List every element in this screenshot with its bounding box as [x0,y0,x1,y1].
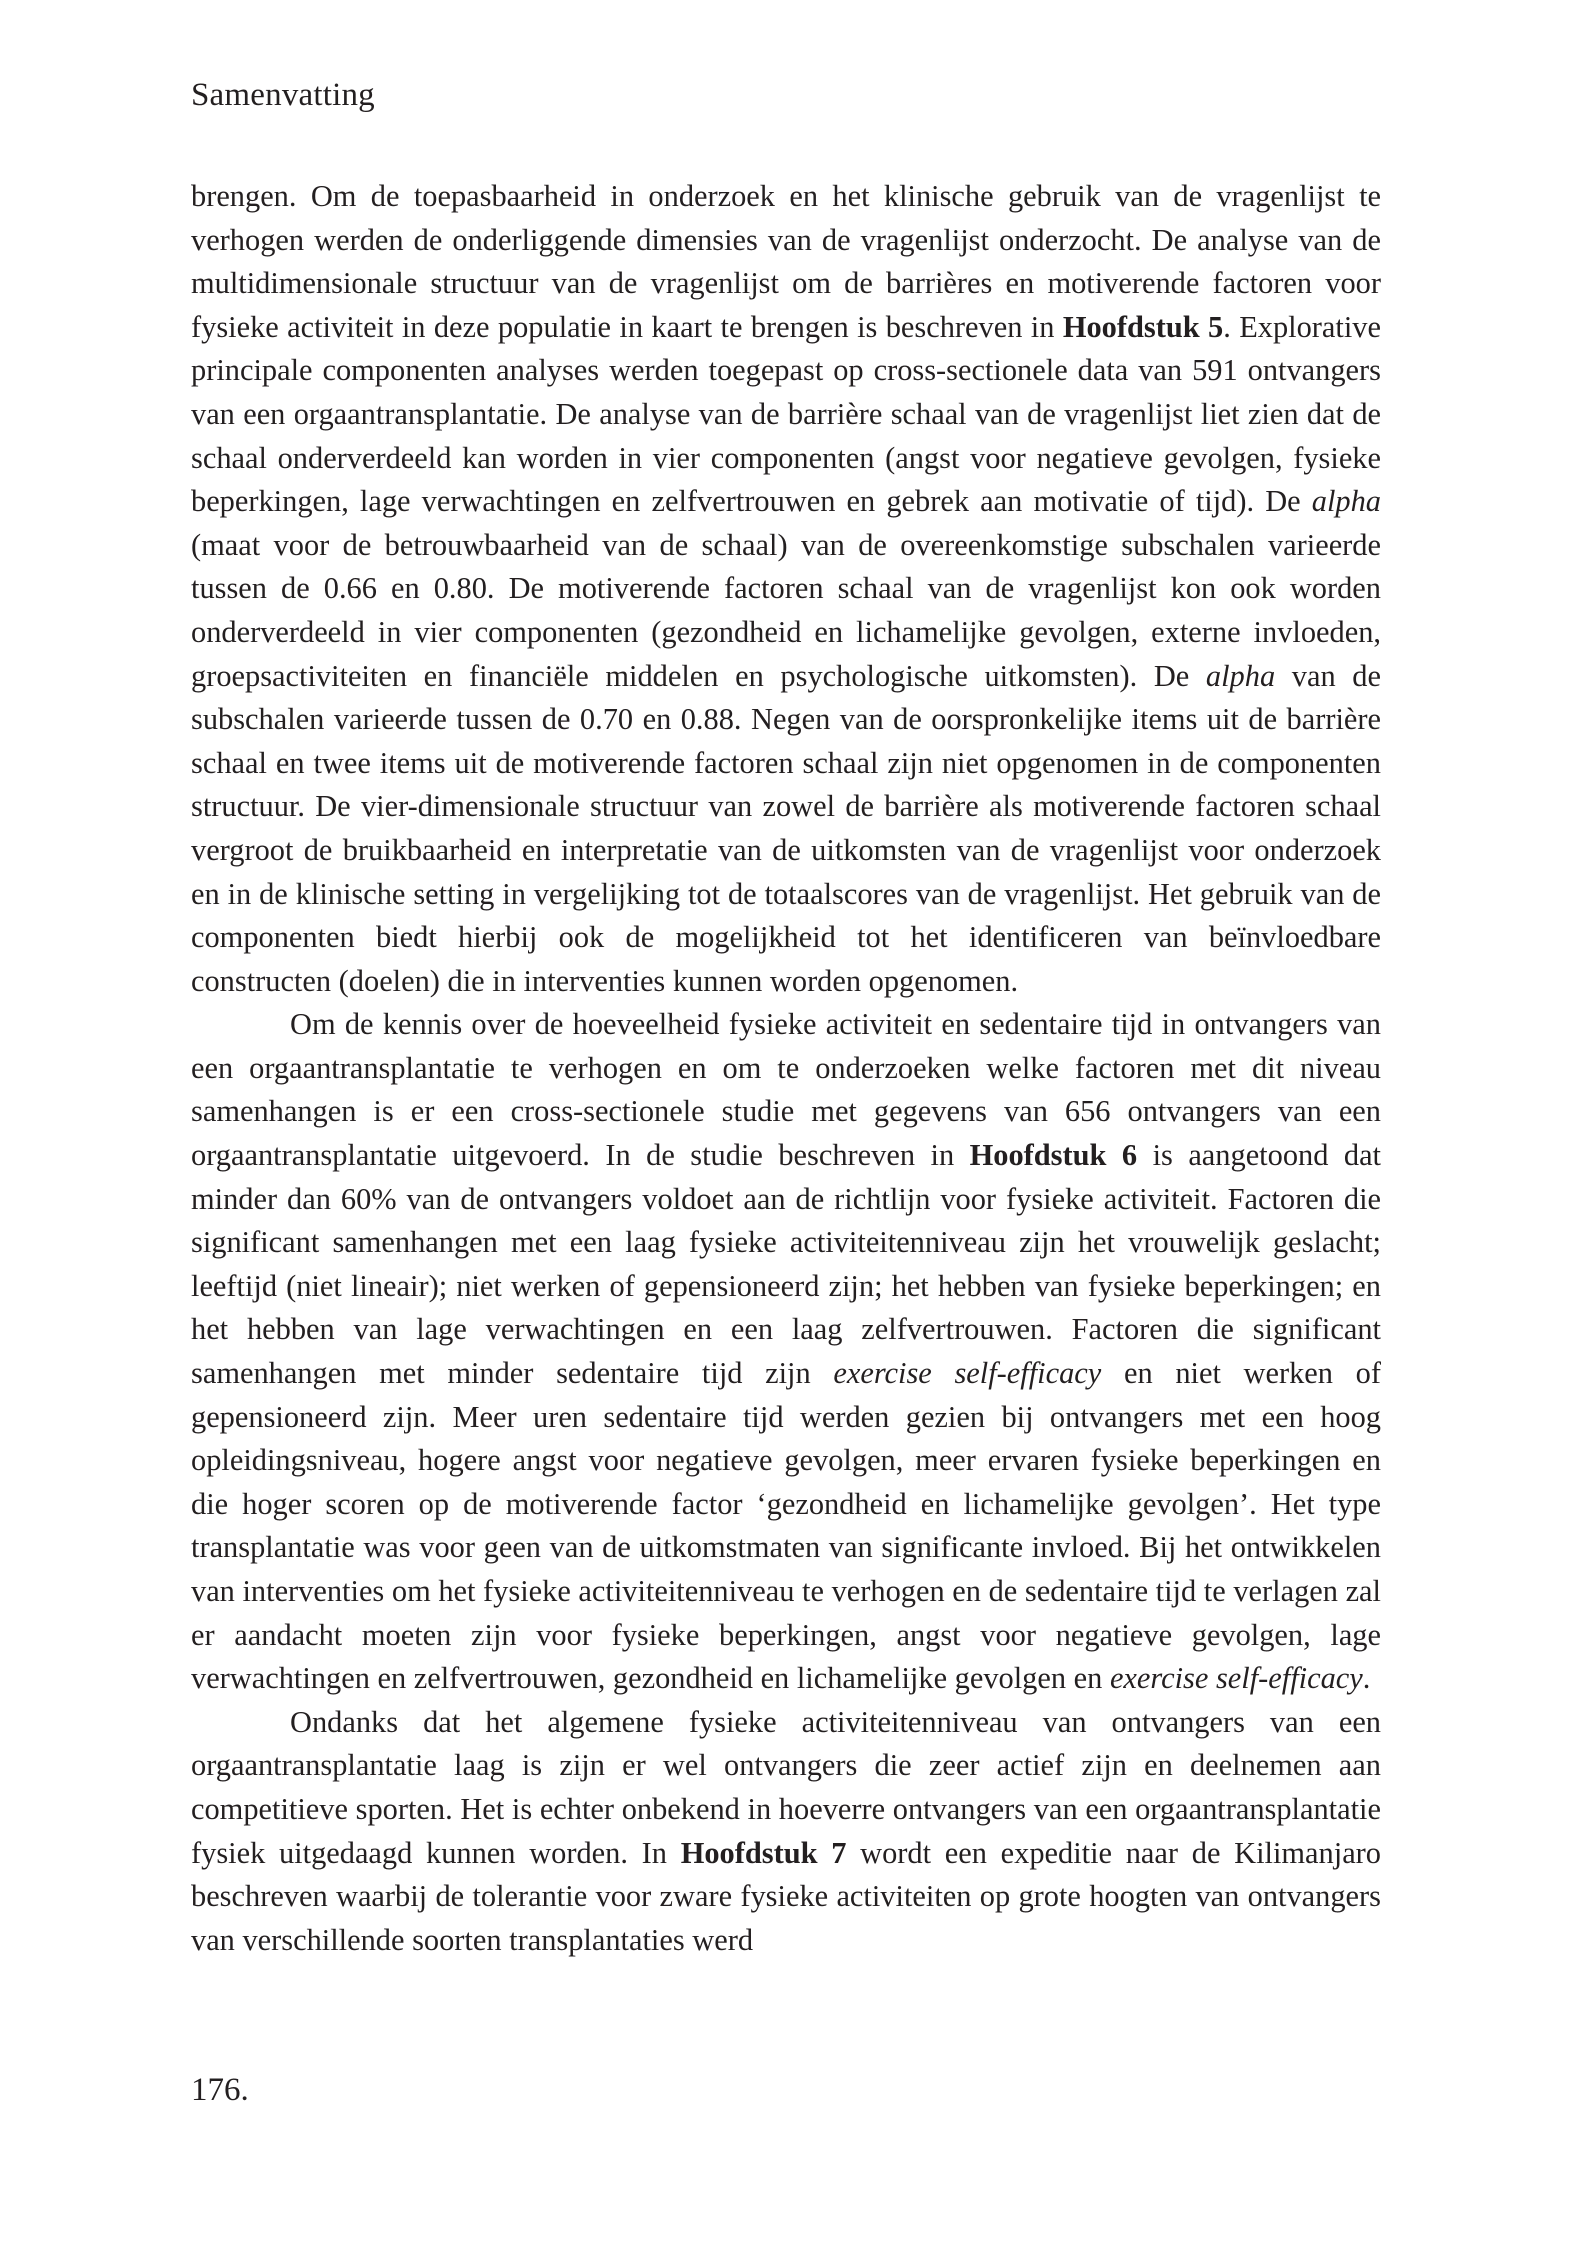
italic-term: exercise self-efficacy [1109,1661,1363,1696]
text-run: wordt een expeditie naar de Kilimanjaro beschreven waarbij de tolerantie voor zware fysieke activiteiten op grote hoogten van ontvangers van verschillende soorten transplantaties werd [191,1835,1381,1957]
text-run: Ondanks dat het algemene fysieke activiteitenniveau van ontvangers van een orgaantransplantatie laag is zijn er wel ontvangers die zeer actief zijn en deelnemen aan competitieve sporten. Het is echter onbekend in hoeverre ontvangers van een orgaantransplantatie fysiek uitgedaagd kunnen worden. In [191,1704,1381,1870]
body-text [191,175,1381,1962]
text-run: en niet werken of gepensioneerd zijn. Meer uren sedentaire tijd werden gezien bij ontvangers met een hoog opleidingsniveau, hogere angst voor negatieve gevolgen, meer ervaren fysieke beperkingen en die hoger scoren op de motiverende factor ‘gezondheid en lichamelijke gevolgen’. Het type transplantatie was voor geen van de uitkomstmaten van significante invloed. Bij het ontwikkelen van interventies om het fysieke activiteitenniveau te verhogen en de sedentaire tijd te verlagen zal er aandacht moeten zijn voor fysieke beperkingen, angst voor negatieve gevolgen, lage verwachtingen en zelfvertrouwen, gezondheid en lichamelijke gevolgen en [191,1356,1381,1696]
italic-term: exercise self-efficacy [833,1356,1102,1391]
text-run: . [1362,1661,1371,1696]
paragraph-2 [191,1003,1381,1701]
chapter-reference: Hoofdstuk 6 [969,1138,1138,1173]
text-run: Om de kennis over de hoeveelheid fysieke activiteit en sedentaire tijd in ontvangers van een orgaantransplantatie te verhogen en om te onderzoeken welke factoren met dit niveau samenhangen is er een cross-sectionele studie met gegevens van 656 ontvangers van een orgaantransplantatie uitgevoerd. In de studie beschreven in [191,1007,1381,1173]
italic-term: alpha [1311,484,1381,519]
text-run: van de subschalen varieerde tussen de 0.70 en 0.88. Negen van de oorspronkelijke items uit de barrière schaal en twee items uit de motiverende factoren schaal zijn niet opgenomen in de componenten structuur. De vier-dimensionale structuur van zowel de barrière als motiverende factoren schaal vergroot de bruikbaarheid en interpretatie van de uitkomsten van de vragenlijst voor onderzoek en in de klinische setting in vergelijking tot de totaalscores van de vragenlijst. Het gebruik van de componenten biedt hierbij ook de mogelijkheid tot het identificeren van beïnvloedbare constructen (doelen) die in interventies kunnen worden opgenomen. [191,658,1381,998]
chapter-reference: Hoofdstuk 5 [1062,309,1224,344]
paragraph-3 [191,1701,1381,1963]
running-header: Samenvatting [191,77,375,113]
text-run: . Explorative principale componenten analyses werden toegepast op cross-sectionele data van 591 ontvangers van een orgaantransplantatie. De analyse van de barrière schaal van de vragenlijst liet zien dat de schaal onderverdeeld kan worden in vier componenten (angst voor negatieve gevolgen, fysieke beperkingen, lage verwachtingen en zelfvertrouwen en gebrek aan motivatie of tijd). De [191,309,1381,519]
paragraph-1 [191,175,1381,1003]
chapter-reference: Hoofdstuk 7 [680,1835,847,1870]
text-run: (maat voor de betrouwbaarheid van de schaal) van de overeenkomstige subschalen varieerde tussen de 0.66 en 0.80. De motiverende factoren schaal van de vragenlijst kon ook worden onderverdeeld in vier componenten (gezondheid en lichamelijke gevolgen, externe invloeden, groepsactiviteiten en financiële middelen en psychologische uitkomsten). De [191,527,1381,693]
italic-term: alpha [1205,658,1276,693]
page-number: 176. [191,2072,249,2108]
text-run: brengen. Om de toepasbaarheid in onderzoek en het klinische gebruik van de vragenlijst te verhogen werden de onderliggende dimensies van de vragenlijst onderzocht. De analyse van de multidimensionale structuur van de vragenlijst om de barrières en motiverende factoren voor fysieke activiteit in deze populatie in kaart te brengen is beschreven in [191,179,1381,344]
text-run: is aangetoond dat minder dan 60% van de ontvangers voldoet aan de richtlijn voor fysieke activiteit. Factoren die significant samenhangen met een laag fysieke activiteitenniveau zijn het vrouwelijk geslacht; leeftijd (niet lineair); niet werken of gepensioneerd zijn; het hebben van fysieke beperkingen; en het hebben van lage verwachtingen en een laag zelfvertrouwen. Factoren die significant samenhangen met minder sedentaire tijd zijn [191,1138,1382,1391]
